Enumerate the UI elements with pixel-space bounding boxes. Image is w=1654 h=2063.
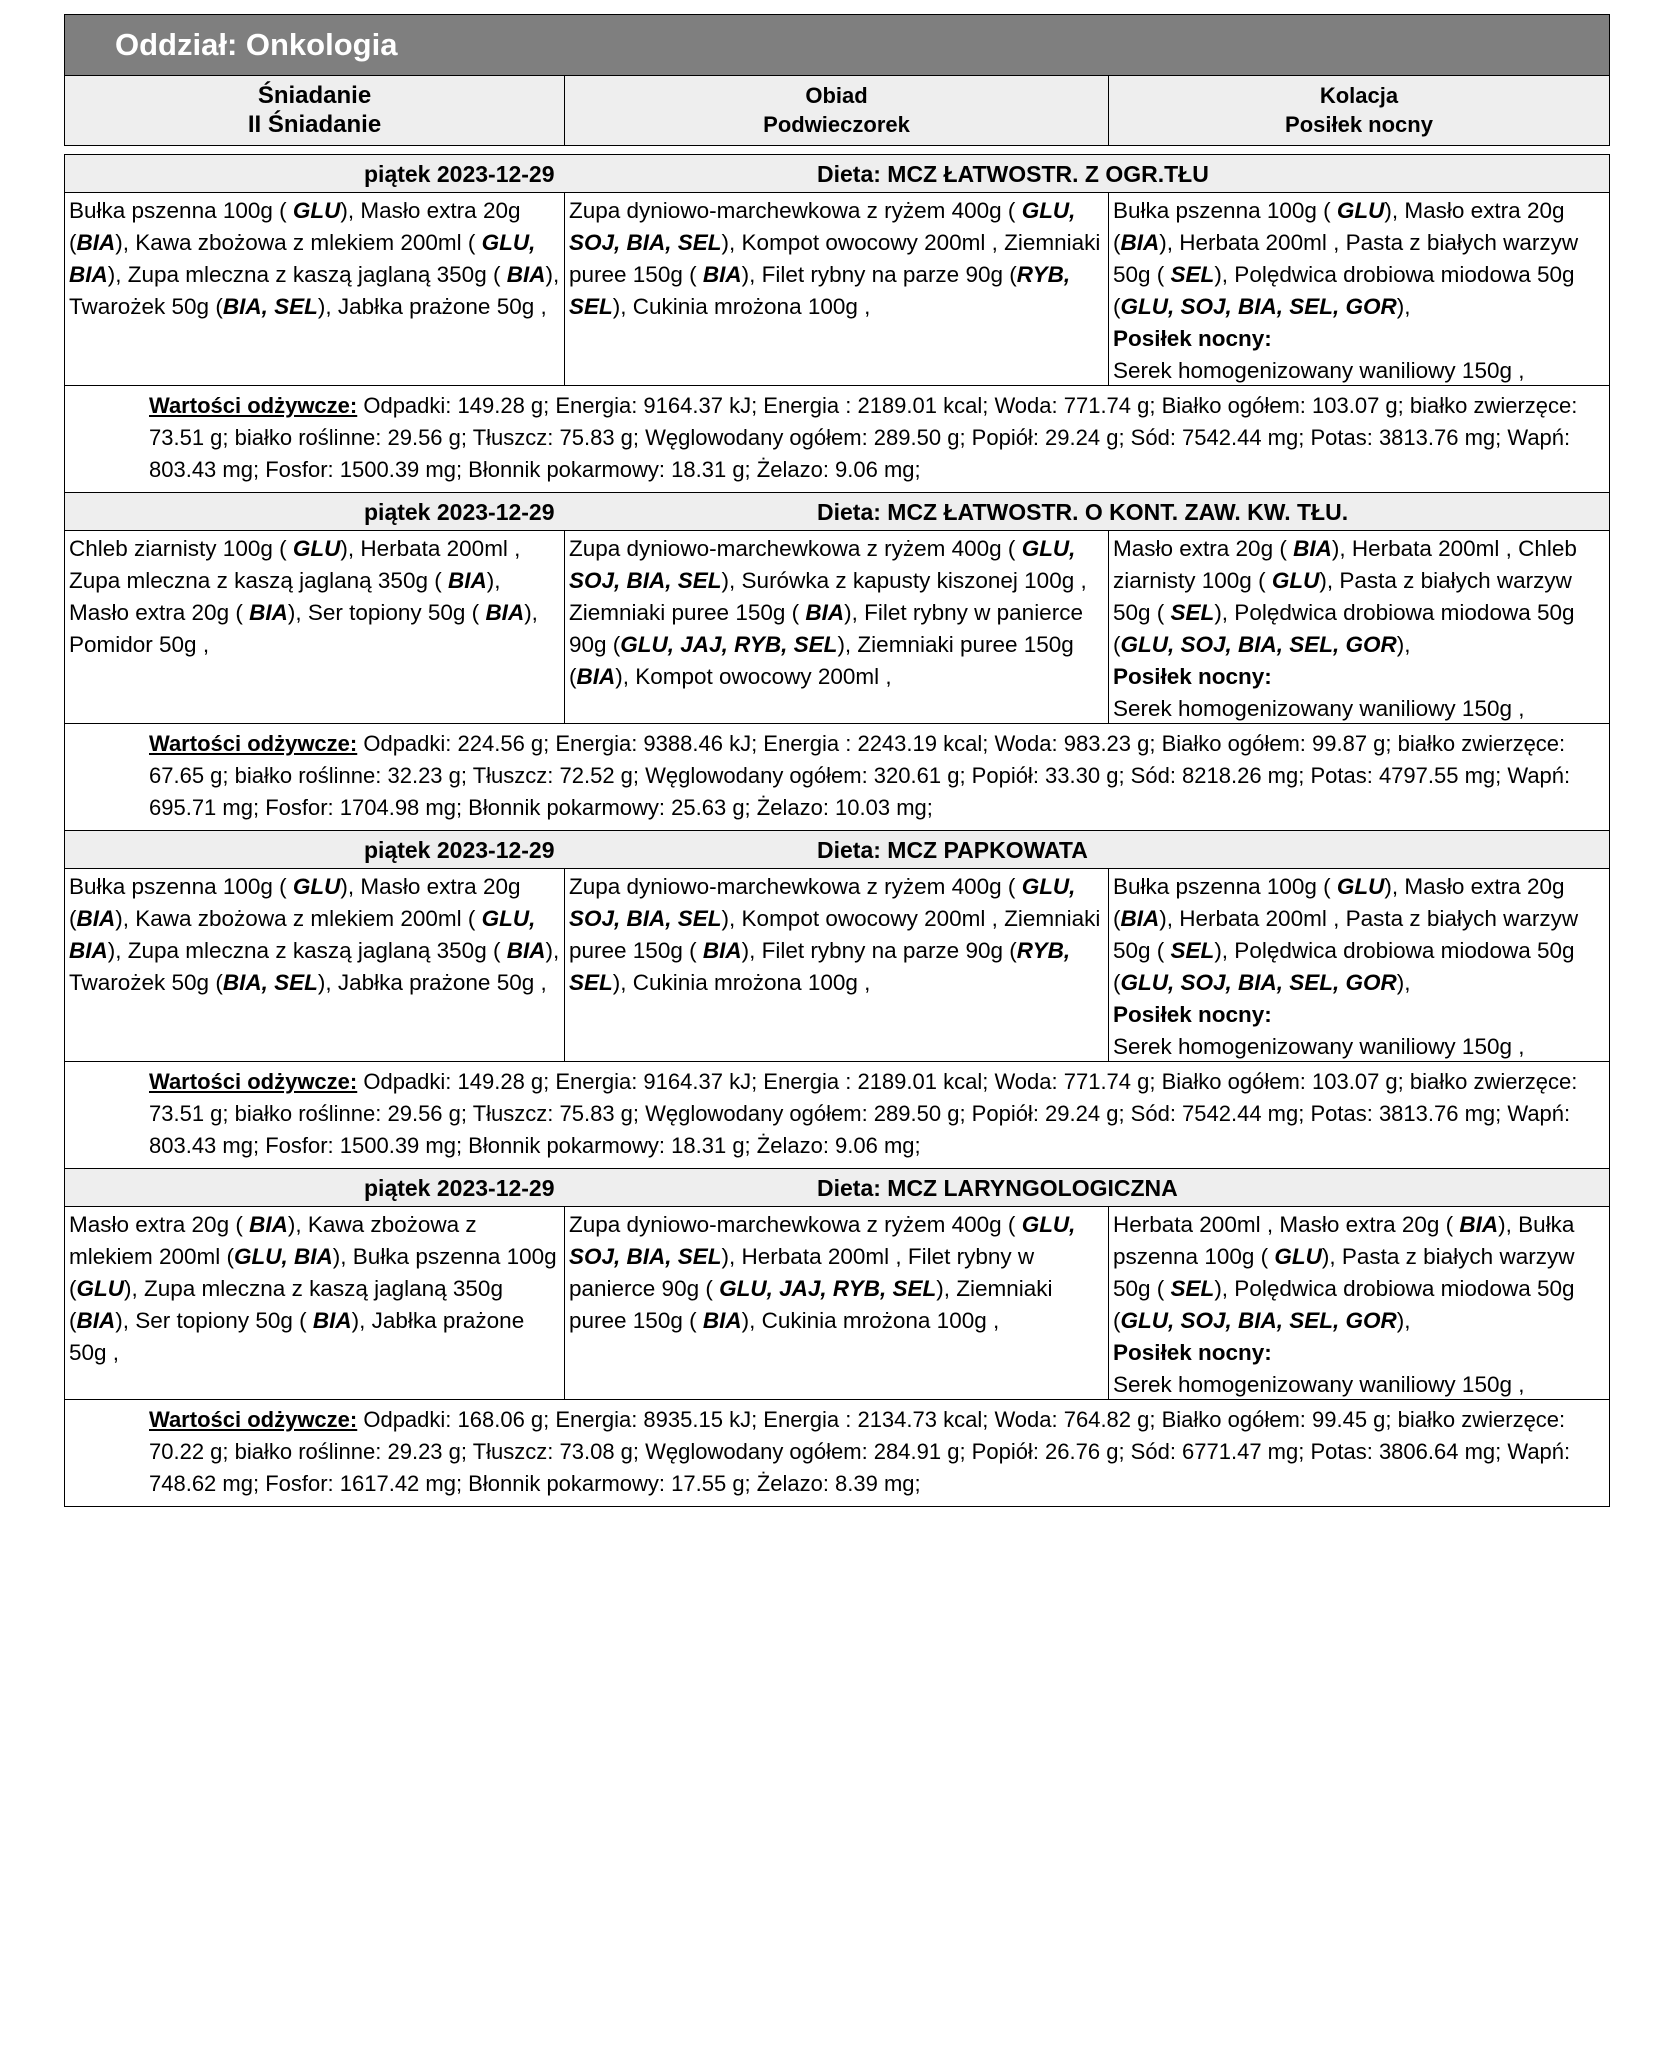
- night-meal-value: Serek homogenizowany waniliowy 150g ,: [1113, 1034, 1525, 1059]
- allergen-code: SEL: [1170, 938, 1215, 963]
- diet-name: Dieta: MCZ PAPKOWATA: [817, 837, 1088, 863]
- breakfast-cell: Bułka pszenna 100g ( GLU), Masło extra 20g (BIA), Kawa zbożowa z mlekiem 200ml ( GLU, BIA), Zupa mleczna z kaszą jaglaną 350g ( BIA), Twarożek 50g (BIA, SEL), Jabłka prażone 50g ,: [65, 869, 565, 1061]
- allergen-code: GLU, SOJ, BIA, SEL: [569, 198, 1076, 255]
- allergen-code: GLU, SOJ, BIA, SEL: [569, 536, 1076, 593]
- dinner-cell: Masło extra 20g ( BIA), Herbata 200ml , Chleb ziarnisty 100g ( GLU), Pasta z białych warzyw 50g ( SEL), Polędwica drobiowa miodowa 50g (GLU, SOJ, BIA, SEL, GOR), Posiłek nocny: Serek homogenizowany waniliowy 150g ,: [1113, 536, 1577, 721]
- meals-row: [65, 1207, 1609, 1400]
- allergen-code: GLU: [292, 198, 341, 223]
- dinner-cell: Herbata 200ml , Masło extra 20g ( BIA), Bułka pszenna 100g ( GLU), Pasta z białych warzyw 50g ( SEL), Polędwica drobiowa miodowa 50g (GLU, SOJ, BIA, SEL, GOR), Posiłek nocny: Serek homogenizowany waniliowy 150g ,: [1113, 1212, 1575, 1397]
- allergen-code: BIA: [76, 1308, 116, 1333]
- day-header-row: [65, 493, 1609, 531]
- allergen-code: GLU: [1336, 198, 1385, 223]
- allergen-code: BIA: [1120, 906, 1160, 931]
- nutrition-label: Wartości odżywcze:: [149, 731, 358, 756]
- diet-name: Dieta: MCZ ŁATWOSTR. O KONT. ZAW. KW. TŁU.: [817, 499, 1349, 525]
- allergen-code: BIA, SEL: [222, 294, 318, 319]
- column-header-line: Śniadanie: [257, 82, 372, 109]
- column-header-dinner: [1109, 76, 1609, 145]
- nutrition-values: Wartości odżywcze: Odpadki: 224.56 g; Energia: 9388.46 kJ; Energia : 2243.19 kcal; Woda: 983.23 g; Białko ogółem: 99.87 g; białko zwierzęce: 67.65 g; białko roślinne: 32.23 g; Tłuszcz: 72.52 g; Węglowodany ogółem: 320.61 g; Popiół: 33.30 g; Sód: 8218.26 mg; Potas: 4797.55 mg; Wapń: 695.71 mg; Fosfor: 1704.98 mg; Błonnik pokarmowy: 25.63 g; Żelazo: 10.03 mg;: [149, 731, 1571, 820]
- diet-block: [64, 1169, 1610, 1507]
- night-meal-label: Posiłek nocny:: [1113, 1340, 1272, 1365]
- dinner-cell: Bułka pszenna 100g ( GLU), Masło extra 20g (BIA), Herbata 200ml , Pasta z białych warzyw 50g ( SEL), Polędwica drobiowa miodowa 50g (GLU, SOJ, BIA, SEL, GOR), Posiłek nocny: Serek homogenizowany waniliowy 150g ,: [1113, 874, 1579, 1059]
- allergen-code: BIA: [1293, 536, 1332, 561]
- day-date: piątek 2023-12-29: [364, 499, 555, 525]
- allergen-code: GLU, SOJ, BIA, SEL: [569, 1212, 1076, 1269]
- night-meal-label: Posiłek nocny:: [1113, 326, 1272, 351]
- diet-list: [64, 154, 1610, 1507]
- day-date: piątek 2023-12-29: [364, 837, 555, 863]
- allergen-code: GLU, JAJ, RYB, SEL: [620, 632, 838, 657]
- column-header-line: Posiłek nocny: [1285, 112, 1433, 137]
- allergen-code: GLU, JAJ, RYB, SEL: [719, 1276, 937, 1301]
- night-meal-value: Serek homogenizowany waniliowy 150g ,: [1113, 696, 1525, 721]
- nutrition-label: Wartości odżywcze:: [149, 1069, 358, 1094]
- allergen-code: RYB, SEL: [569, 938, 1071, 995]
- nutrition-values: Wartości odżywcze: Odpadki: 168.06 g; Energia: 8935.15 kJ; Energia : 2134.73 kcal; Woda: 764.82 g; Białko ogółem: 99.45 g; białko zwierzęce: 70.22 g; białko roślinne: 29.23 g; Tłuszcz: 73.08 g; Węglowodany ogółem: 284.91 g; Popiół: 26.76 g; Sód: 6771.47 mg; Potas: 3806.64 mg; Wapń: 748.62 mg; Fosfor: 1617.42 mg; Błonnik pokarmowy: 17.55 g; Żelazo: 8.39 mg;: [149, 1407, 1571, 1496]
- allergen-code: BIA: [702, 262, 742, 287]
- allergen-code: BIA: [447, 568, 487, 593]
- breakfast-cell: Chleb ziarnisty 100g ( GLU), Herbata 200ml , Zupa mleczna z kaszą jaglaną 350g ( BIA), Masło extra 20g ( BIA), Ser topiony 50g ( BIA), Pomidor 50g ,: [65, 531, 565, 723]
- allergen-code: BIA: [576, 664, 616, 689]
- allergen-code: SEL: [1170, 600, 1215, 625]
- allergen-code: GLU: [1271, 568, 1320, 593]
- allergen-code: BIA: [1459, 1212, 1499, 1237]
- allergen-code: BIA: [76, 906, 116, 931]
- night-meal-value: Serek homogenizowany waniliowy 150g ,: [1113, 358, 1525, 383]
- menu-page: [64, 14, 1610, 1507]
- column-header-row: [64, 76, 1610, 146]
- diet-block: [64, 154, 1610, 493]
- allergen-code: GLU, SOJ, BIA, SEL, GOR: [1120, 1308, 1397, 1333]
- day-date: piątek 2023-12-29: [364, 1175, 555, 1201]
- allergen-code: GLU, BIA: [234, 1244, 333, 1269]
- allergen-code: BIA: [249, 1212, 288, 1237]
- column-header-lunch: [565, 76, 1109, 145]
- column-header-line: Podwieczorek: [763, 112, 910, 137]
- allergen-code: GLU: [1336, 874, 1385, 899]
- diet-block: [64, 493, 1610, 831]
- nutrition-label: Wartości odżywcze:: [149, 1407, 358, 1432]
- allergen-code: GLU: [1274, 1244, 1322, 1269]
- diet-name: Dieta: MCZ ŁATWOSTR. Z OGR.TŁU: [817, 161, 1209, 187]
- column-header-breakfast: [65, 76, 565, 145]
- department-title: Oddział: Onkologia: [64, 14, 1610, 76]
- column-header-line: II Śniadanie: [247, 111, 382, 138]
- allergen-code: BIA: [76, 230, 116, 255]
- allergen-code: BIA: [702, 938, 742, 963]
- allergen-code: BIA: [506, 938, 546, 963]
- day-date: piątek 2023-12-29: [364, 161, 555, 187]
- nutrition-values: Wartości odżywcze: Odpadki: 149.28 g; Energia: 9164.37 kJ; Energia : 2189.01 kcal; Woda: 771.74 g; Białko ogółem: 103.07 g; białko zwierzęce: 73.51 g; białko roślinne: 29.56 g; Tłuszcz: 75.83 g; Węglowodany ogółem: 289.50 g; Popiół: 29.24 g; Sód: 7542.44 mg; Potas: 3813.76 mg; Wapń: 803.43 mg; Fosfor: 1500.39 mg; Błonnik pokarmowy: 18.31 g; Żelazo: 9.06 mg;: [149, 1069, 1578, 1158]
- allergen-code: GLU, BIA: [69, 906, 536, 963]
- breakfast-cell: Masło extra 20g ( BIA), Kawa zbożowa z mlekiem 200ml (GLU, BIA), Bułka pszenna 100g (GLU), Zupa mleczna z kaszą jaglaną 350g (BIA), Ser topiony 50g ( BIA), Jabłka prażone 50g ,: [65, 1207, 565, 1399]
- allergen-code: GLU, SOJ, BIA, SEL, GOR: [1120, 632, 1397, 657]
- lunch-cell: Zupa dyniowo-marchewkowa z ryżem 400g ( GLU, SOJ, BIA, SEL), Surówka z kapusty kiszonej 100g , Ziemniaki puree 150g ( BIA), Filet rybny w panierce 90g (GLU, JAJ, RYB, SEL), Ziemniaki puree 150g (BIA), Kompot owocowy 200ml ,: [565, 531, 1109, 723]
- lunch-cell: Zupa dyniowo-marchewkowa z ryżem 400g ( GLU, SOJ, BIA, SEL), Herbata 200ml , Filet rybny w panierce 90g ( GLU, JAJ, RYB, SEL), Ziemniaki puree 150g ( BIA), Cukinia mrożona 100g ,: [565, 1207, 1109, 1399]
- allergen-code: BIA: [249, 600, 288, 625]
- lunch-cell: Zupa dyniowo-marchewkowa z ryżem 400g ( GLU, SOJ, BIA, SEL), Kompot owocowy 200ml , Ziemniaki puree 150g ( BIA), Filet rybny na parze 90g (RYB, SEL), Cukinia mrożona 100g ,: [565, 193, 1109, 385]
- allergen-code: BIA: [506, 262, 546, 287]
- diet-block: [64, 831, 1610, 1169]
- night-meal-value: Serek homogenizowany waniliowy 150g ,: [1113, 1372, 1525, 1397]
- nutrition-label: Wartości odżywcze:: [149, 393, 358, 418]
- allergen-code: SEL: [1170, 1276, 1215, 1301]
- day-header-row: [65, 155, 1609, 193]
- meals-row: [65, 869, 1609, 1062]
- diet-name: Dieta: MCZ LARYNGOLOGICZNA: [817, 1175, 1178, 1201]
- column-header-line: Kolacja: [1319, 83, 1399, 108]
- allergen-code: GLU, SOJ, BIA, SEL: [569, 874, 1076, 931]
- allergen-code: GLU, SOJ, BIA, SEL, GOR: [1120, 294, 1397, 319]
- night-meal-label: Posiłek nocny:: [1113, 664, 1272, 689]
- nutrition-values: Wartości odżywcze: Odpadki: 149.28 g; Energia: 9164.37 kJ; Energia : 2189.01 kcal; Woda: 771.74 g; Białko ogółem: 103.07 g; białko zwierzęce: 73.51 g; białko roślinne: 29.56 g; Tłuszcz: 75.83 g; Węglowodany ogółem: 289.50 g; Popiół: 29.24 g; Sód: 7542.44 mg; Potas: 3813.76 mg; Wapń: 803.43 mg; Fosfor: 1500.39 mg; Błonnik pokarmowy: 18.31 g; Żelazo: 9.06 mg;: [149, 393, 1578, 482]
- allergen-code: RYB, SEL: [569, 262, 1071, 319]
- night-meal-label: Posiłek nocny:: [1113, 1002, 1272, 1027]
- allergen-code: BIA: [805, 600, 845, 625]
- allergen-code: BIA: [702, 1308, 742, 1333]
- allergen-code: GLU: [292, 536, 341, 561]
- lunch-cell: Zupa dyniowo-marchewkowa z ryżem 400g ( GLU, SOJ, BIA, SEL), Kompot owocowy 200ml , Ziemniaki puree 150g ( BIA), Filet rybny na parze 90g (RYB, SEL), Cukinia mrożona 100g ,: [565, 869, 1109, 1061]
- day-header-row: [65, 831, 1609, 869]
- allergen-code: BIA: [485, 600, 525, 625]
- meals-row: [65, 531, 1609, 724]
- dinner-cell: Bułka pszenna 100g ( GLU), Masło extra 20g (BIA), Herbata 200ml , Pasta z białych warzyw 50g ( SEL), Polędwica drobiowa miodowa 50g (GLU, SOJ, BIA, SEL, GOR), Posiłek nocny: Serek homogenizowany waniliowy 150g ,: [1113, 198, 1579, 383]
- allergen-code: GLU, BIA: [69, 230, 536, 287]
- breakfast-cell: Bułka pszenna 100g ( GLU), Masło extra 20g (BIA), Kawa zbożowa z mlekiem 200ml ( GLU, BIA), Zupa mleczna z kaszą jaglaną 350g ( BIA), Twarożek 50g (BIA, SEL), Jabłka prażone 50g ,: [65, 193, 565, 385]
- day-header-row: [65, 1169, 1609, 1207]
- allergen-code: BIA: [312, 1308, 352, 1333]
- allergen-code: GLU: [76, 1276, 124, 1301]
- column-header-line: Obiad: [805, 83, 868, 108]
- allergen-code: GLU: [292, 874, 341, 899]
- allergen-code: BIA: [1120, 230, 1160, 255]
- allergen-code: GLU, SOJ, BIA, SEL, GOR: [1120, 970, 1397, 995]
- allergen-code: SEL: [1170, 262, 1215, 287]
- allergen-code: BIA, SEL: [222, 970, 318, 995]
- meals-row: [65, 193, 1609, 386]
